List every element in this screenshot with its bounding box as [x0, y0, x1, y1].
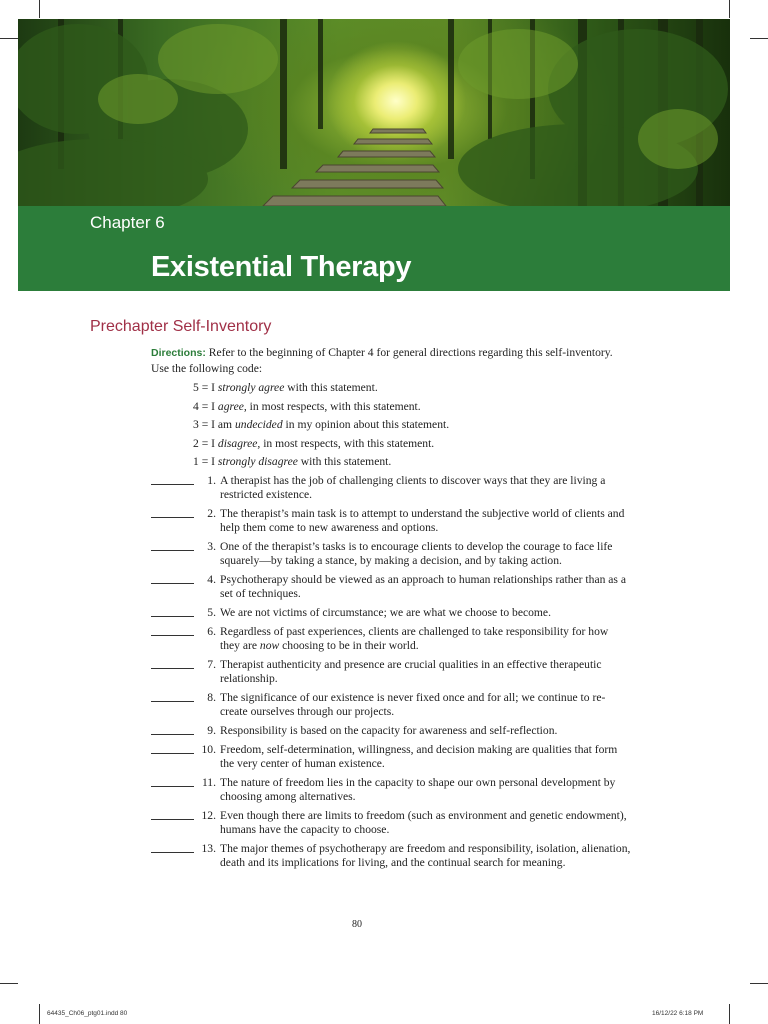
answer-blank[interactable] [151, 573, 194, 584]
answer-blank[interactable] [151, 474, 194, 485]
rating-code-list [193, 380, 449, 473]
crop-mark [39, 0, 40, 18]
item-text-part: Freedom, self-determination, willingness, and decision making are qualities that form the very center of human existence. [220, 743, 618, 770]
item-number: 10. [201, 743, 216, 756]
crop-mark [0, 38, 18, 39]
inventory-item [151, 809, 631, 837]
crop-mark [729, 0, 730, 18]
item-number: 8. [207, 691, 216, 704]
code-text: 4 = I [193, 399, 218, 413]
item-text-part: One of the therapist’s tasks is to encourage clients to develop the courage to face life squarely—by taking a stance, by making a decision, and by taking action. [220, 540, 613, 567]
answer-blank[interactable] [151, 658, 194, 669]
item-text-part: Psychotherapy should be viewed as an approach to human relationships rather than as a set of techniques. [220, 573, 626, 600]
inventory-item [151, 658, 631, 686]
item-text [220, 809, 631, 837]
item-emphasis: now [259, 639, 280, 652]
item-text-part: Responsibility is based on the capacity for awareness and self-reflection. [220, 724, 558, 737]
section-title: Prechapter Self-Inventory [90, 318, 272, 335]
crop-mark [750, 38, 768, 39]
inventory-item [151, 606, 631, 620]
item-text-part: We are not victims of circumstance; we are what we choose to become. [220, 606, 551, 619]
inventory-items [151, 474, 631, 875]
item-number: 6. [207, 625, 216, 638]
item-text [220, 776, 631, 804]
item-text [220, 691, 631, 719]
item-text [220, 474, 631, 502]
item-number: 3. [207, 540, 216, 553]
code-text: in my opinion about this statement. [282, 418, 450, 431]
crop-mark [750, 983, 768, 984]
item-text [220, 625, 631, 653]
inventory-item [151, 842, 631, 870]
code-line [193, 454, 449, 473]
item-text [220, 724, 631, 738]
item-text-part: The nature of freedom lies in the capacity to shape our own personal development by choosing among alternatives. [220, 776, 616, 803]
answer-blank[interactable] [151, 724, 194, 735]
item-number: 1. [207, 474, 216, 487]
answer-blank[interactable] [151, 809, 194, 820]
item-number: 2. [207, 507, 216, 520]
code-text: 2 = I [193, 436, 218, 450]
file-slug: 64435_Ch06_ptg01.indd 80 [47, 1010, 128, 1017]
item-text-part: Regardless of past experiences, clients are challenged to take responsibility for how they are [220, 625, 609, 652]
item-number: 9. [207, 724, 216, 737]
directions-paragraph [151, 345, 631, 376]
item-text [220, 606, 631, 620]
answer-blank[interactable] [151, 842, 194, 853]
item-text-part: The therapist’s main task is to attempt to understand the subjective world of clients and help them come to new awareness and options. [220, 507, 625, 534]
chapter-title: Existential Therapy [151, 251, 412, 283]
forest-stairs-image [18, 19, 730, 206]
answer-blank[interactable] [151, 606, 194, 617]
answer-blank[interactable] [151, 540, 194, 551]
code-emphasis: strongly disagree [217, 455, 298, 468]
code-emphasis: undecided [234, 418, 283, 431]
code-line [193, 417, 449, 436]
item-text-part: A therapist has the job of challenging clients to discover ways that they are living a restricted existence. [220, 474, 606, 501]
item-text [220, 743, 631, 771]
item-number: 4. [207, 573, 216, 586]
page-number: 80 [352, 919, 362, 930]
inventory-item [151, 724, 631, 738]
code-emphasis: agree, [217, 399, 247, 413]
code-text: with this statement. [284, 381, 378, 394]
item-text [220, 842, 631, 870]
inventory-item [151, 507, 631, 535]
chapter-label: Chapter 6 [90, 213, 165, 232]
item-text-part: The significance of our existence is never fixed once and for all; we continue to re-create ourselves through our projects. [220, 691, 606, 718]
answer-blank[interactable] [151, 691, 194, 702]
code-line [193, 436, 449, 455]
item-number: 5. [207, 606, 216, 619]
code-text: 5 = I [193, 381, 218, 394]
item-number: 7. [207, 658, 216, 671]
answer-blank[interactable] [151, 507, 194, 518]
code-text: in most respects, with this statement. [260, 436, 435, 450]
answer-blank[interactable] [151, 625, 194, 636]
inventory-item [151, 743, 631, 771]
date-slug: 16/12/22 6:18 PM [652, 1010, 704, 1017]
item-text-part: Therapist authenticity and presence are crucial qualities in an effective therapeutic relationship. [220, 658, 602, 685]
code-text: 3 = I am [193, 418, 235, 431]
inventory-item [151, 776, 631, 804]
inventory-item [151, 573, 631, 601]
item-text [220, 507, 631, 535]
code-line [193, 380, 449, 399]
inventory-item [151, 540, 631, 568]
crop-mark [39, 1004, 40, 1024]
code-text: with this statement. [297, 455, 392, 468]
code-text: 1 = I [193, 455, 218, 468]
item-text [220, 573, 631, 601]
crop-mark [0, 983, 18, 984]
item-number: 12. [201, 809, 216, 822]
inventory-item [151, 474, 631, 502]
item-number: 11. [201, 776, 216, 789]
answer-blank[interactable] [151, 776, 194, 787]
directions-text: Refer to the beginning of Chapter 4 for general directions regarding this self-inventory. Use the following code: [151, 346, 613, 375]
item-text-part: Even though there are limits to freedom (such as environment and genetic endowment), humans have the capacity to choose. [220, 809, 627, 836]
code-text: in most respects, with this statement. [246, 399, 421, 413]
item-number: 13. [201, 842, 216, 855]
item-text-part: The major themes of psychotherapy are freedom and responsibility, isolation, alienation, death and its implications for living, and the continual search for meaning. [220, 842, 631, 869]
item-text [220, 658, 631, 686]
inventory-item [151, 691, 631, 719]
code-line [193, 399, 449, 418]
item-text-part: choosing to be in their world. [279, 639, 419, 652]
inventory-item [151, 625, 631, 653]
code-emphasis: disagree, [217, 436, 261, 450]
directions-label: Directions: [151, 347, 206, 359]
item-text [220, 540, 631, 568]
crop-mark [729, 1004, 730, 1024]
code-emphasis: strongly agree [217, 381, 285, 394]
answer-blank[interactable] [151, 743, 194, 754]
